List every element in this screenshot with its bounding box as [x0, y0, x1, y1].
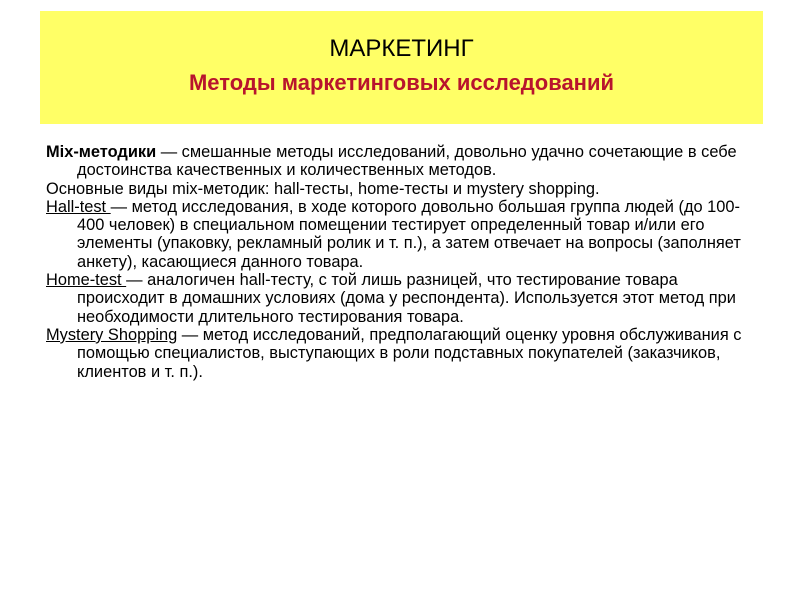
paragraph-hall-test [46, 198, 766, 271]
paragraph-text: — аналогичен hall-тесту, с той лишь разницей, что тестирование товара происходит в домашних условиях (дома у респондента). Используется этот метод при необходимости длительного тестирования товара. [77, 271, 736, 326]
paragraph-text: Основные виды mix-методик: hall-тесты, home-тесты и mystery shopping. [46, 179, 600, 198]
slide-title: МАРКЕТИНГ [329, 35, 474, 62]
term-mystery-shopping: Mystery Shopping [46, 325, 178, 344]
slide-body [46, 143, 766, 381]
paragraph-mix-types [46, 180, 766, 198]
header-band [40, 11, 763, 124]
term-home-test: Home-test [46, 271, 127, 290]
term-mix-methods: Mix-методики [46, 143, 157, 161]
paragraph-text: — смешанные методы исследований, довольно удачно сочетающие в себе достоинства качественных и количественных методов. [77, 143, 737, 180]
paragraph-text: — метод исследования, в ходе которого довольно большая группа людей (до 100-400 человек) в специальном помещении тестирует определенный товар и/или его элементы (упаковку, рекламный ролик и т. п.), а затем отвечает на вопросы (заполняет анкету), касающиеся данного товара. [77, 197, 741, 271]
paragraph-mix-methods [46, 143, 766, 180]
term-hall-test: Hall-test [46, 197, 111, 216]
slide-subtitle: Методы маркетинговых исследований [188, 70, 615, 95]
paragraph-text: — метод исследований, предполагающий оценку уровня обслуживания с помощью специалистов, выступающих в роли подставных покупателей (заказчиков, клиентов и т. п.). [77, 325, 742, 381]
paragraph-home-test [46, 271, 766, 326]
paragraph-mystery-shopping [46, 326, 766, 381]
